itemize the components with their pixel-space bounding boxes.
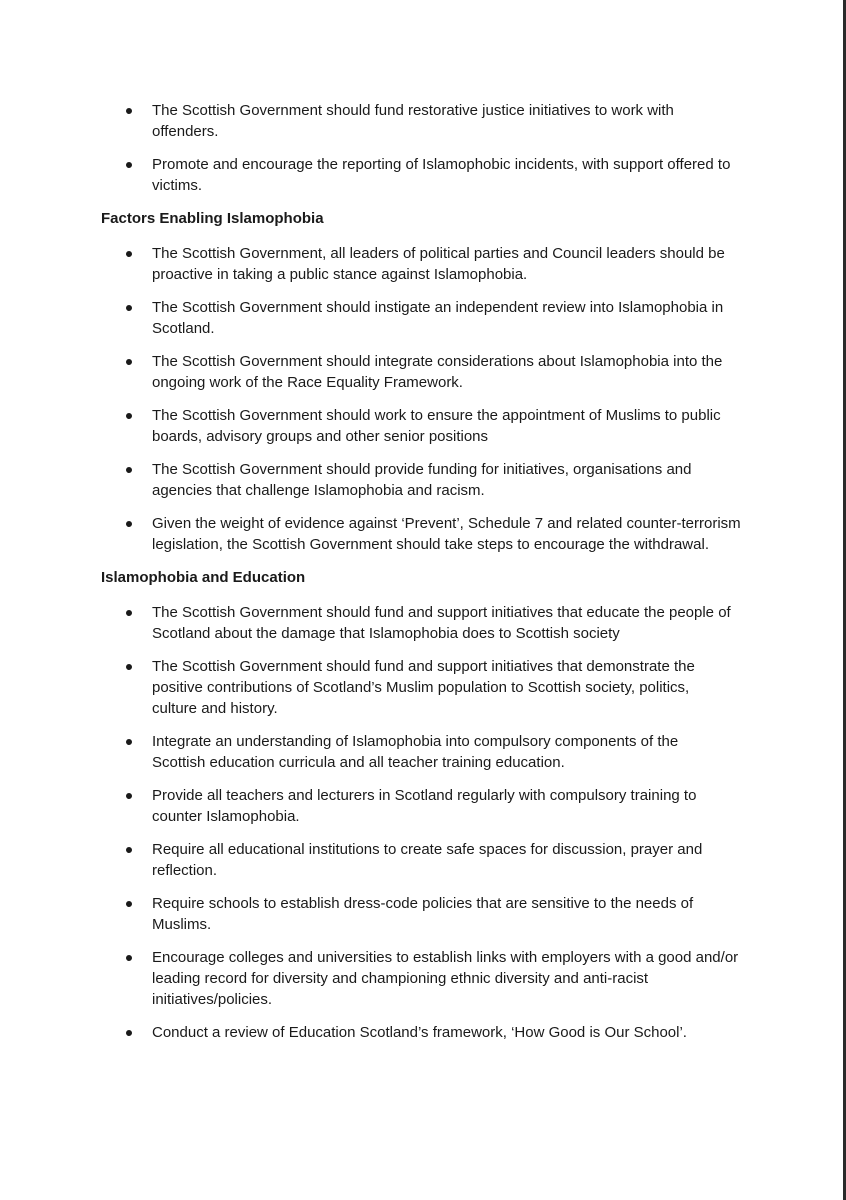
list-item-line: The Scottish Government should fund restorative justice initiatives to work with (152, 102, 674, 119)
bullet-icon (126, 1030, 132, 1036)
list-item-line: Require schools to establish dress-code policies that are sensitive to the needs of (152, 895, 694, 912)
list-item-line: The Scottish Government should fund and support initiatives that demonstrate the (152, 658, 695, 675)
list-item (0, 351, 752, 393)
list-item (0, 731, 752, 773)
list-item-line: counter Islamophobia. (152, 808, 300, 825)
list-item-line: The Scottish Government, all leaders of political parties and Council leaders should be (152, 245, 725, 262)
list-item (0, 405, 752, 447)
list-item-line: The Scottish Government should fund and support initiatives that educate the people of (152, 604, 731, 621)
bullet-icon (126, 739, 132, 745)
list-item-line: Provide all teachers and lecturers in Scotland regularly with compulsory training to (152, 787, 697, 804)
bullet-icon (126, 467, 132, 473)
list-item-line: proactive in taking a public stance against Islamophobia. (152, 266, 528, 283)
bullet-icon (126, 108, 132, 114)
list-item-line: Muslims. (152, 916, 212, 933)
list-item-line: The Scottish Government should provide funding for initiatives, organisations and (152, 461, 692, 478)
list-item-line: The Scottish Government should integrate considerations about Islamophobia into the (152, 353, 723, 370)
list-item (0, 893, 752, 935)
bullet-list-continuation (0, 100, 846, 196)
bullet-icon (126, 793, 132, 799)
list-item-line: positive contributions of Scotland’s Muslim population to Scottish society, politics, (152, 679, 690, 696)
list-item-line: Require all educational institutions to create safe spaces for discussion, prayer and (152, 841, 703, 858)
section-heading-education: Islamophobia and Education (101, 569, 306, 586)
bullet-icon (126, 162, 132, 168)
list-item (0, 100, 752, 142)
list-item-line: initiatives/policies. (152, 991, 273, 1008)
list-item-line: leading record for diversity and championing ethnic diversity and anti-racist (152, 970, 649, 987)
list-item-line: reflection. (152, 862, 218, 879)
list-item (0, 459, 752, 501)
list-item (0, 656, 752, 719)
bullet-icon (126, 413, 132, 419)
list-item-line: agencies that challenge Islamophobia and racism. (152, 482, 485, 499)
bullet-icon (126, 305, 132, 311)
bullet-icon (126, 610, 132, 616)
list-item-line: ongoing work of the Race Equality Framework. (152, 374, 463, 391)
bullet-icon (126, 664, 132, 670)
list-item-line: Scottish education curricula and all teacher training education. (152, 754, 565, 771)
list-item-line: victims. (152, 177, 202, 194)
list-item-line: Integrate an understanding of Islamophobia into compulsory components of the (152, 733, 679, 750)
list-item (0, 297, 752, 339)
list-item (0, 785, 752, 827)
list-item-line: Encourage colleges and universities to establish links with employers with a good and/or (152, 949, 739, 966)
bullet-icon (126, 847, 132, 853)
document-body (0, 100, 846, 1055)
list-item-line: Given the weight of evidence against ‘Prevent’, Schedule 7 and related counter-terrorism (152, 515, 741, 532)
list-item-line: legislation, the Scottish Government should take steps to encourage the withdrawal. (152, 536, 709, 553)
list-item-line: culture and history. (152, 700, 278, 717)
list-item (0, 154, 752, 196)
bullet-icon (126, 955, 132, 961)
section-heading-factors: Factors Enabling Islamophobia (101, 210, 324, 227)
list-item (0, 602, 752, 644)
list-item (0, 947, 752, 1010)
bullet-icon (126, 521, 132, 527)
bullet-icon (126, 359, 132, 365)
list-item (0, 1022, 752, 1043)
bullet-list-factors (0, 243, 846, 555)
bullet-icon (126, 251, 132, 257)
list-item (0, 243, 752, 285)
bullet-icon (126, 901, 132, 907)
list-item-line: Conduct a review of Education Scotland’s framework, ‘How Good is Our School’. (152, 1024, 687, 1041)
list-item-line: offenders. (152, 123, 219, 140)
list-item-line: Scotland about the damage that Islamophobia does to Scottish society (152, 625, 620, 642)
list-item (0, 839, 752, 881)
list-item (0, 513, 752, 555)
list-item-line: Scotland. (152, 320, 215, 337)
list-item-line: Promote and encourage the reporting of Islamophobic incidents, with support offered to (152, 156, 731, 173)
list-item-line: boards, advisory groups and other senior positions (152, 428, 489, 445)
list-item-line: The Scottish Government should work to ensure the appointment of Muslims to public (152, 407, 721, 424)
bullet-list-education (0, 602, 846, 1043)
list-item-line: The Scottish Government should instigate an independent review into Islamophobia in (152, 299, 724, 316)
